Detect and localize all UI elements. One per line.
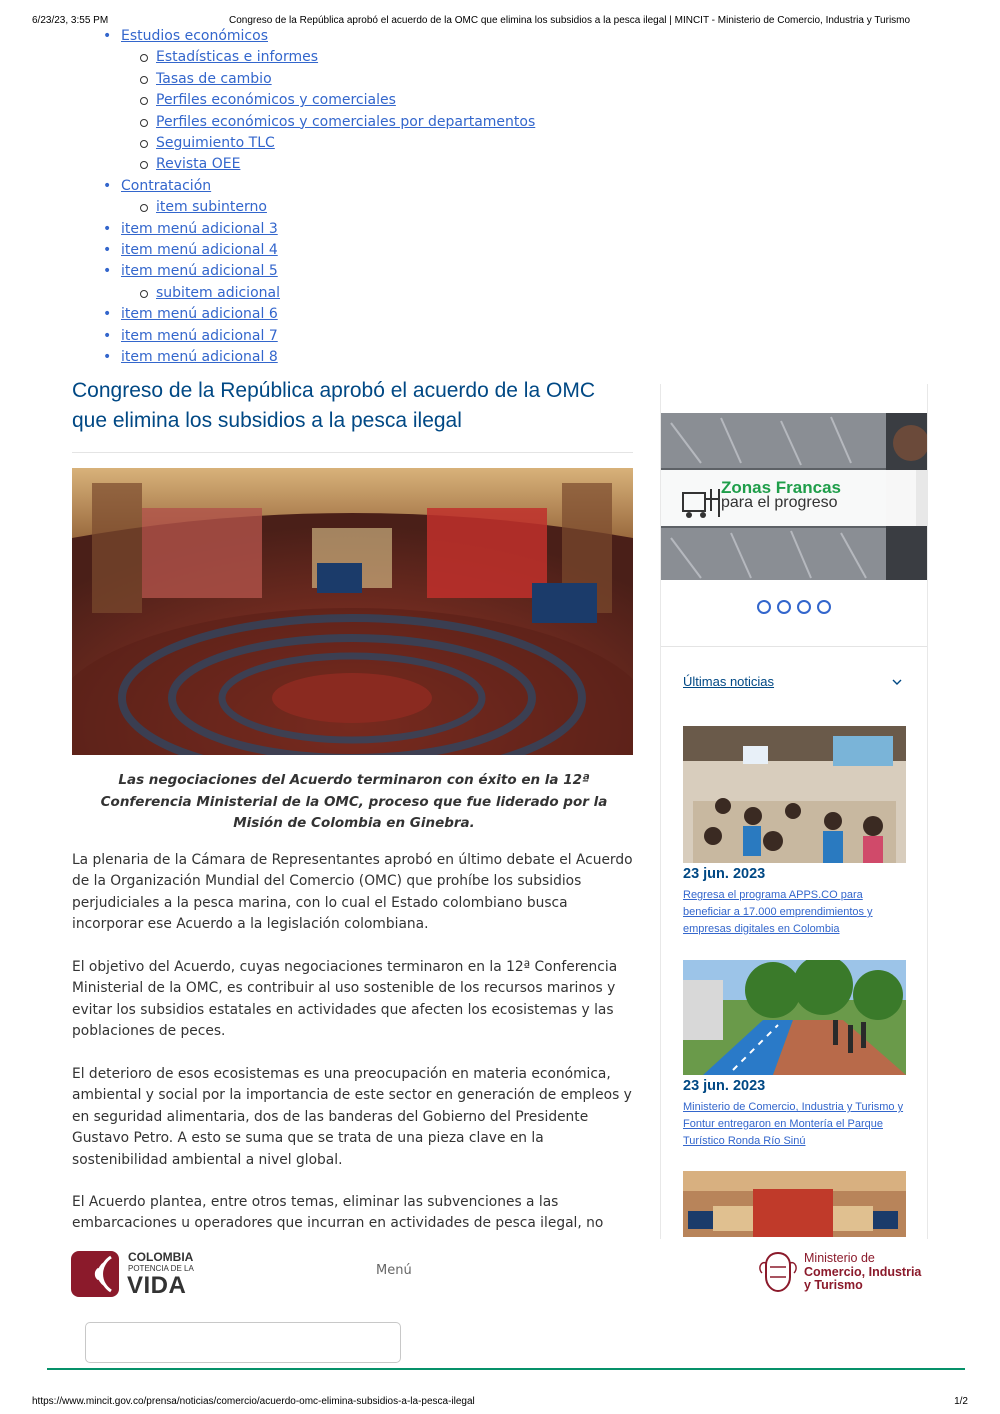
menu-item xyxy=(103,176,535,197)
nav-menu-list xyxy=(103,28,535,369)
sidebar-border-right xyxy=(927,384,928,1239)
menu-link[interactable]: Estudios económicos xyxy=(121,28,268,44)
sidebar-divider xyxy=(661,646,927,647)
print-date: 6/23/23, 3:55 PM xyxy=(32,15,109,26)
menu-link[interactable]: Estadísticas e informes xyxy=(156,49,319,66)
chevron-down-icon[interactable] xyxy=(891,676,903,688)
menu-link[interactable]: Revista OEE xyxy=(156,156,241,173)
news-image-park xyxy=(683,960,906,1075)
article-paragraph: La plenaria de la Cámara de Representantes aprobó en último debate el Acuerdo de la Organización Mundial del Comercio (OMC) que prohíbe los subsidios perjudiciales a la pesca marina, con lo cual el Estado colombiano busca incorporar ese Acuerdo a la legislación colombiana. xyxy=(72,852,633,933)
carousel-dot[interactable] xyxy=(777,600,791,614)
menu-link[interactable]: item menú adicional 8 xyxy=(121,349,278,366)
menu-item xyxy=(103,304,535,325)
colombia-logo-icon xyxy=(71,1251,119,1297)
carousel-dot[interactable] xyxy=(817,600,831,614)
article-title: Congreso de la República aprobó el acuerdo de la OMC que elimina los subsidios a la pesca ilegal xyxy=(72,379,595,432)
header-accent-line xyxy=(47,1368,965,1370)
image-caption: Las negociaciones del Acuerdo terminaron con éxito en la 12ª Conferencia Ministerial de la OMC, proceso que fue liderado por la Misión de Colombia en Ginebra. xyxy=(100,772,608,831)
news-thumbnail[interactable] xyxy=(683,960,906,1075)
ministry-line1: Ministerio de xyxy=(804,1251,875,1265)
menu-item xyxy=(103,326,535,347)
menu-link[interactable]: item menú adicional 5 xyxy=(121,263,278,280)
latest-news-toggle[interactable]: Últimas noticias xyxy=(683,674,775,689)
menu-link[interactable]: Contratación xyxy=(121,177,212,194)
menu-item xyxy=(103,240,535,261)
print-page-number: 1/2 xyxy=(954,1396,968,1407)
news-link[interactable]: Regresa el programa APPS.CO para beneficiar a 17.000 emprendimientos y empresas digitales en Colombia xyxy=(683,889,873,935)
article-paragraph: El Acuerdo plantea, entre otros temas, eliminar las subvenciones a las embarcaciones u operadores que incurran en actividades de pesca ilegal, no xyxy=(72,1194,604,1232)
news-image-classroom xyxy=(683,726,906,863)
menu-link[interactable]: item menú adicional 7 xyxy=(121,327,278,344)
menu-button[interactable]: Menú xyxy=(376,1263,412,1278)
menu-item xyxy=(103,28,535,47)
print-title: Congreso de la República aprobó el acuerdo de la OMC que elimina los subsidios a la pesca ilegal | MINCIT - Ministerio de Comercio, Industria y Turismo xyxy=(229,15,911,26)
banner-line1: Zonas Francas xyxy=(721,478,841,497)
news-link[interactable]: Ministerio de Comercio, Industria y Turismo y Fontur entregaron en Montería el Parque Turístico Ronda Río Sinú xyxy=(683,1101,904,1147)
menu-link[interactable]: item menú adicional 6 xyxy=(121,306,278,323)
carousel-dot[interactable] xyxy=(797,600,811,614)
menu-item xyxy=(103,90,535,111)
article-paragraph: El deterioro de esos ecosistemas es una preocupación en materia económica, ambiental y social por la importancia de este sector en generación de empleos y en seguridad alimentaria, dos de las banderas del Gobierno del Presidente Gustavo Petro. A esto se suma que se trata de una pieza clave en la sostenibilidad ambiental a nivel global. xyxy=(72,1066,632,1168)
article-paragraph: El objetivo del Acuerdo, cuyas negociaciones terminaron en la 12ª Conferencia Ministerial de la OMC, es contribuir al uso sostenible de los recursos marinos y evitar los subsidios estatales en actividades que afecten los ecosistemas y las poblaciones de peces. xyxy=(72,959,618,1040)
menu-link[interactable]: Tasas de cambio xyxy=(156,70,272,87)
search-input[interactable] xyxy=(85,1322,401,1363)
menu-item xyxy=(103,261,535,282)
carousel-dots xyxy=(757,600,837,614)
menu-item xyxy=(103,283,535,304)
news-image-hall xyxy=(683,1171,906,1237)
menu-item xyxy=(103,154,535,175)
title-divider xyxy=(72,452,633,453)
print-url: https://www.mincit.gov.co/prensa/noticias/comercio/acuerdo-omc-elimina-subsidios-a-la-pesca-ilegal xyxy=(32,1396,475,1407)
menu-link[interactable]: item subinterno xyxy=(156,199,267,216)
menu-link[interactable]: subitem adicional xyxy=(156,284,280,301)
news-thumbnail[interactable] xyxy=(683,726,906,863)
nav-menu xyxy=(0,28,1000,373)
banner-line2: para el progreso xyxy=(721,494,838,511)
menu-item xyxy=(103,133,535,154)
menu-link[interactable]: item menú adicional 3 xyxy=(121,220,278,237)
logo-line1: COLOMBIA xyxy=(128,1250,194,1264)
zonas-francas-banner[interactable] xyxy=(661,413,927,580)
menu-link[interactable]: Perfiles económicos y comerciales xyxy=(156,92,396,109)
menu-item xyxy=(103,347,535,368)
menu-item xyxy=(103,197,535,218)
carousel-dot[interactable] xyxy=(757,600,771,614)
menu-link[interactable]: Perfiles económicos y comerciales por departamentos xyxy=(156,113,536,130)
menu-item xyxy=(103,69,535,90)
news-date: 23 jun. 2023 xyxy=(683,866,766,882)
menu-link[interactable]: item menú adicional 4 xyxy=(121,242,278,259)
ministry-line2: Comercio, Industria xyxy=(804,1265,922,1279)
menu-item xyxy=(103,219,535,240)
menu-item xyxy=(103,47,535,68)
congress-chamber-image xyxy=(72,468,633,755)
ministry-line3: y Turismo xyxy=(804,1278,863,1292)
news-date: 23 jun. 2023 xyxy=(683,1078,766,1094)
news-thumbnail[interactable] xyxy=(683,1171,906,1237)
logo-line2: POTENCIA DE LA xyxy=(128,1264,194,1273)
menu-link[interactable]: Seguimiento TLC xyxy=(156,135,275,152)
coat-of-arms-icon xyxy=(758,1251,798,1293)
menu-item xyxy=(103,112,535,133)
hero-image xyxy=(72,468,633,755)
colombia-potencia-logo[interactable] xyxy=(71,1250,201,1298)
ministry-logo[interactable] xyxy=(758,1250,933,1294)
logo-line3: VIDA xyxy=(127,1272,187,1299)
